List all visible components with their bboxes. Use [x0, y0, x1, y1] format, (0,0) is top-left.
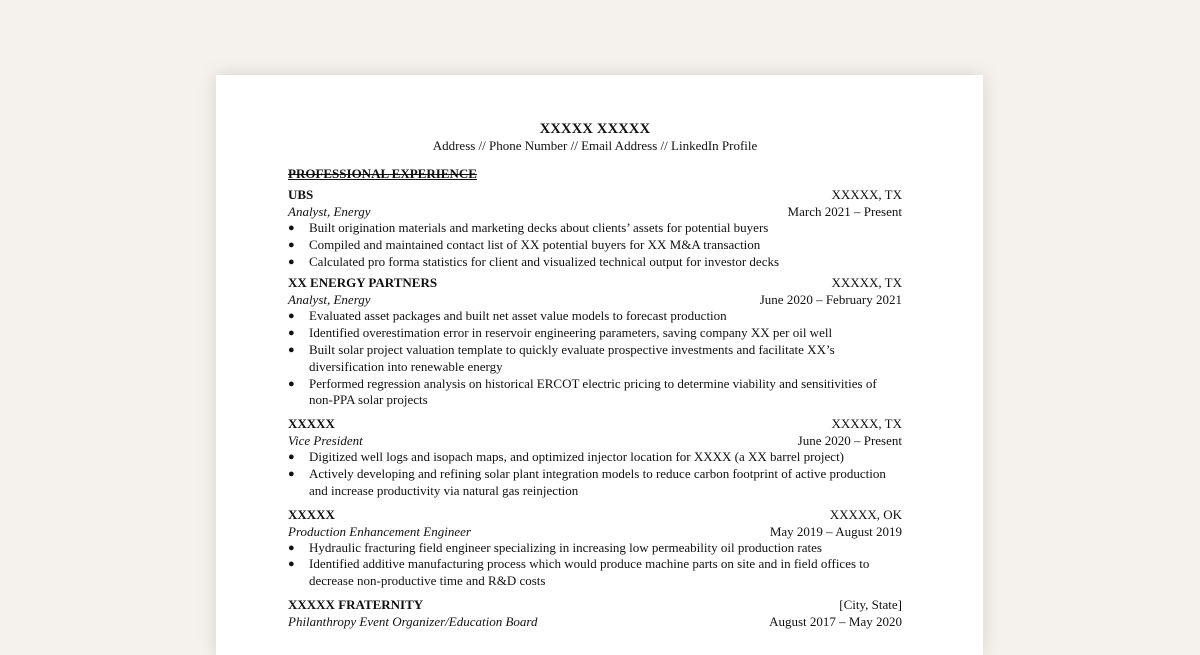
bullet-icon: ● — [288, 343, 295, 356]
bullet-icon: ● — [288, 558, 295, 571]
job-dates: June 2020 – February 2021 — [759, 292, 902, 308]
contact-line: Address // Phone Number // Email Address // LinkedIn Profile — [432, 138, 758, 153]
job-title: Philanthropy Event Organizer/Education Board — [288, 613, 538, 629]
bullet-text: Compiled and maintained contact list of XX potential buyers for XX M&A transaction — [309, 236, 761, 252]
bullet-item — [288, 466, 902, 500]
bullet-item — [288, 325, 902, 342]
bullet-list — [288, 540, 902, 590]
resume-name: XXXXX XXXXX — [539, 121, 651, 137]
job-dates: June 2020 – Present — [797, 433, 902, 449]
job-title: Vice President — [288, 433, 363, 449]
job-title: Production Enhancement Engineer — [288, 523, 471, 539]
job-dates: May 2019 – August 2019 — [769, 523, 902, 539]
bullet-icon: ● — [288, 255, 295, 268]
bullet-list — [288, 449, 902, 499]
bullet-item — [288, 237, 902, 254]
resume-page — [216, 75, 983, 655]
section-title-professional-experience: PROFESSIONAL EXPERIENCE — [288, 166, 477, 181]
job-dates: August 2017 – May 2020 — [769, 613, 902, 629]
bullet-text: Actively developing and refining solar plant integration models to reduce carbon footprint of active production and increase productivity via natural gas reinjection — [309, 465, 886, 498]
bullet-text: Identified overestimation error in reservoir engineering parameters, saving company XX per oil well — [309, 325, 833, 341]
company-location: XXXXX, TX — [831, 275, 902, 291]
bullet-icon: ● — [288, 451, 295, 464]
bullet-text: Evaluated asset packages and built net asset value models to forecast production — [309, 308, 727, 324]
bullet-icon: ● — [288, 310, 295, 323]
bullet-icon: ● — [288, 377, 295, 390]
bullet-item — [288, 308, 902, 325]
entry-role-row — [288, 523, 902, 540]
entry-header-row — [288, 415, 902, 432]
job-dates: March 2021 – Present — [787, 204, 902, 219]
experience-entry — [288, 186, 902, 270]
bullet-text: Digitized well logs and isopach maps, and optimized injector location for XXXX (a XX barrel project) — [309, 449, 845, 465]
company-location: [City, State] — [839, 596, 902, 612]
entry-header-row — [288, 274, 902, 291]
company-name: XXXXX — [288, 416, 335, 432]
company-name: XX ENERGY PARTNERS — [288, 275, 438, 291]
entry-header-row — [288, 596, 902, 613]
bullet-icon: ● — [288, 238, 295, 251]
experience-entry — [288, 274, 902, 409]
experience-list — [288, 186, 902, 630]
entry-role-row — [288, 432, 902, 449]
bullet-item — [288, 449, 902, 466]
bullet-item — [288, 376, 902, 410]
company-location: XXXXX, TX — [831, 416, 902, 432]
bullet-text: Calculated pro forma statistics for client and visualized technical output for investor decks — [309, 253, 780, 269]
bullet-item — [288, 342, 902, 376]
experience-entry — [288, 415, 902, 499]
company-location: XXXXX, OK — [829, 506, 902, 522]
bullet-text: Hydraulic fracturing field engineer specializing in increasing low permeability oil production rates — [309, 539, 822, 555]
bullet-icon: ● — [288, 222, 295, 234]
bullet-icon: ● — [288, 327, 295, 340]
bullet-list — [288, 308, 902, 409]
bullet-item — [288, 540, 902, 557]
experience-entry — [288, 596, 902, 630]
bullet-text: Performed regression analysis on historical ERCOT electric pricing to determine viability and sensitivities of non-PPA solar projects — [309, 375, 877, 408]
job-title: Analyst, Energy — [288, 292, 371, 308]
bullet-text: Identified additive manufacturing process which would produce machine parts on site and in field offices to decrease non-productive time and R&D costs — [309, 556, 870, 589]
bullet-list — [288, 220, 902, 270]
entry-header-row — [288, 186, 902, 203]
company-name: UBS — [288, 187, 314, 202]
company-name: XXXXX — [288, 506, 335, 522]
bullet-icon: ● — [288, 541, 295, 554]
entry-role-row — [288, 291, 902, 308]
bullet-item — [288, 254, 902, 271]
entry-header-row — [288, 506, 902, 523]
company-name: XXXXX FRATERNITY — [288, 596, 424, 612]
bullet-text: Built origination materials and marketing decks about clients’ assets for potential buyers — [309, 220, 769, 235]
bullet-text: Built solar project valuation template to quickly evaluate prospective investments and facilitate XX’s diversification into renewable energy — [309, 341, 835, 374]
bullet-icon: ● — [288, 467, 295, 480]
experience-entry — [288, 506, 902, 590]
bullet-item — [288, 556, 902, 590]
bullet-item — [288, 220, 902, 237]
resume-content — [288, 120, 902, 630]
job-title: Analyst, Energy — [288, 204, 371, 219]
company-location: XXXXX, TX — [831, 187, 902, 202]
entry-role-row — [288, 203, 902, 220]
entry-role-row — [288, 613, 902, 630]
